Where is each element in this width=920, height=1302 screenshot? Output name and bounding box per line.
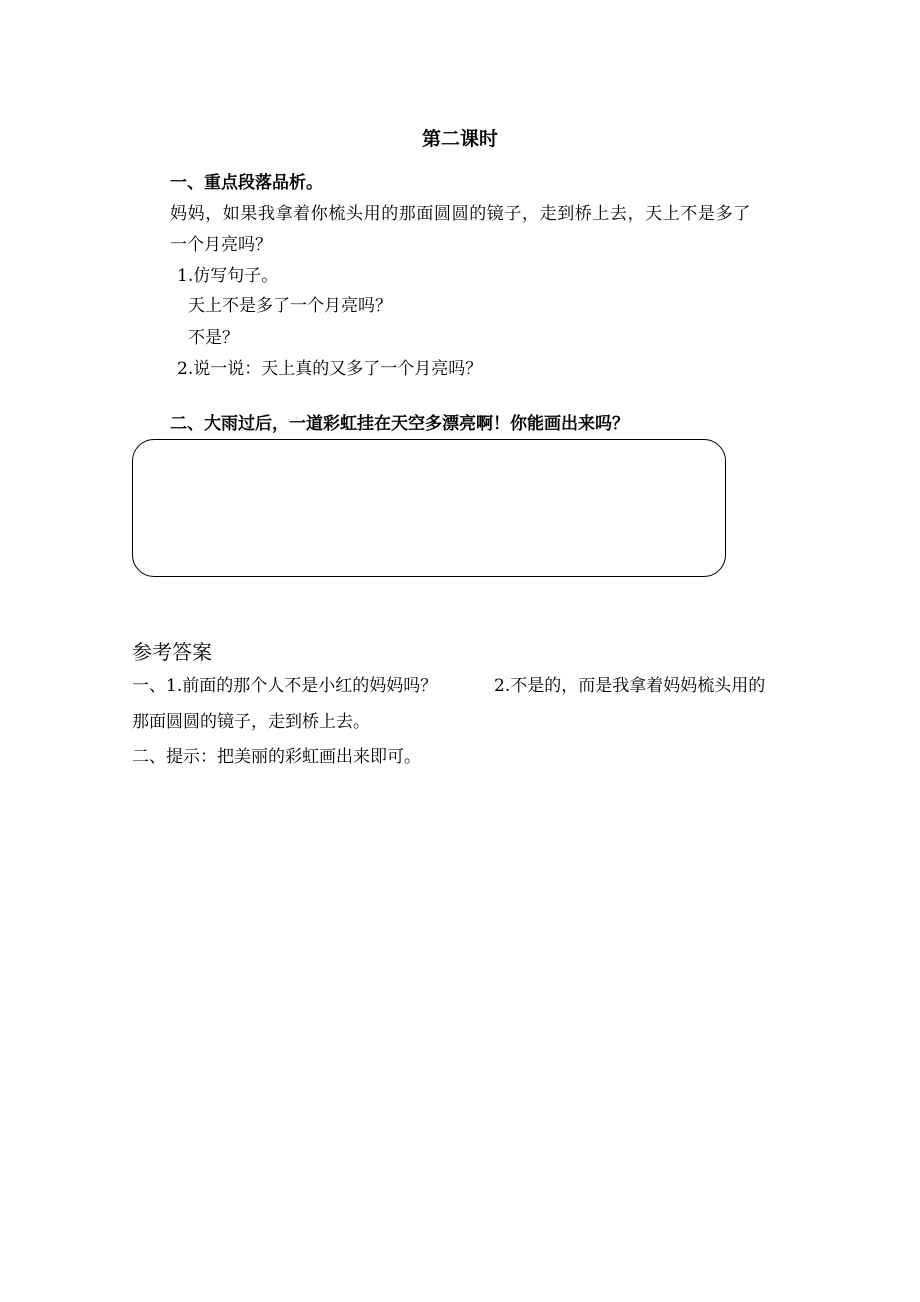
passage-line-1: 妈妈，如果我拿着你梳头用的那面圆圆的镜子，走到桥上去，天上不是多了 bbox=[170, 204, 751, 224]
question-1-example: 天上不是多了一个月亮吗？ bbox=[188, 296, 392, 316]
question-1-label: 1.仿写句子。 bbox=[177, 266, 279, 286]
answer-line-3: 二、提示：把美丽的彩虹画出来即可。 bbox=[132, 747, 421, 767]
page-title: 第二课时 bbox=[421, 128, 498, 150]
passage-line-2: 一个月亮吗？ bbox=[170, 235, 272, 255]
answer-line-1b: 2.不是的，而是我拿着妈妈梳头用的 bbox=[494, 676, 766, 696]
answer-line-1a: 一、1.前面的那个人不是小红的妈妈吗？ bbox=[132, 676, 438, 696]
question-2: 2.说一说：天上真的又多了一个月亮吗？ bbox=[177, 359, 483, 379]
section1-heading: 一、重点段落品析。 bbox=[170, 173, 323, 193]
answers-title: 参考答案 bbox=[132, 640, 212, 664]
answer-line-2: 那面圆圆的镜子，走到桥上去。 bbox=[132, 712, 370, 732]
question-1-blank: 不是？ bbox=[188, 328, 239, 348]
drawing-box[interactable] bbox=[132, 439, 726, 577]
section2-heading: 二、大雨过后，一道彩虹挂在天空多漂亮啊！你能画出来吗？ bbox=[170, 414, 629, 434]
